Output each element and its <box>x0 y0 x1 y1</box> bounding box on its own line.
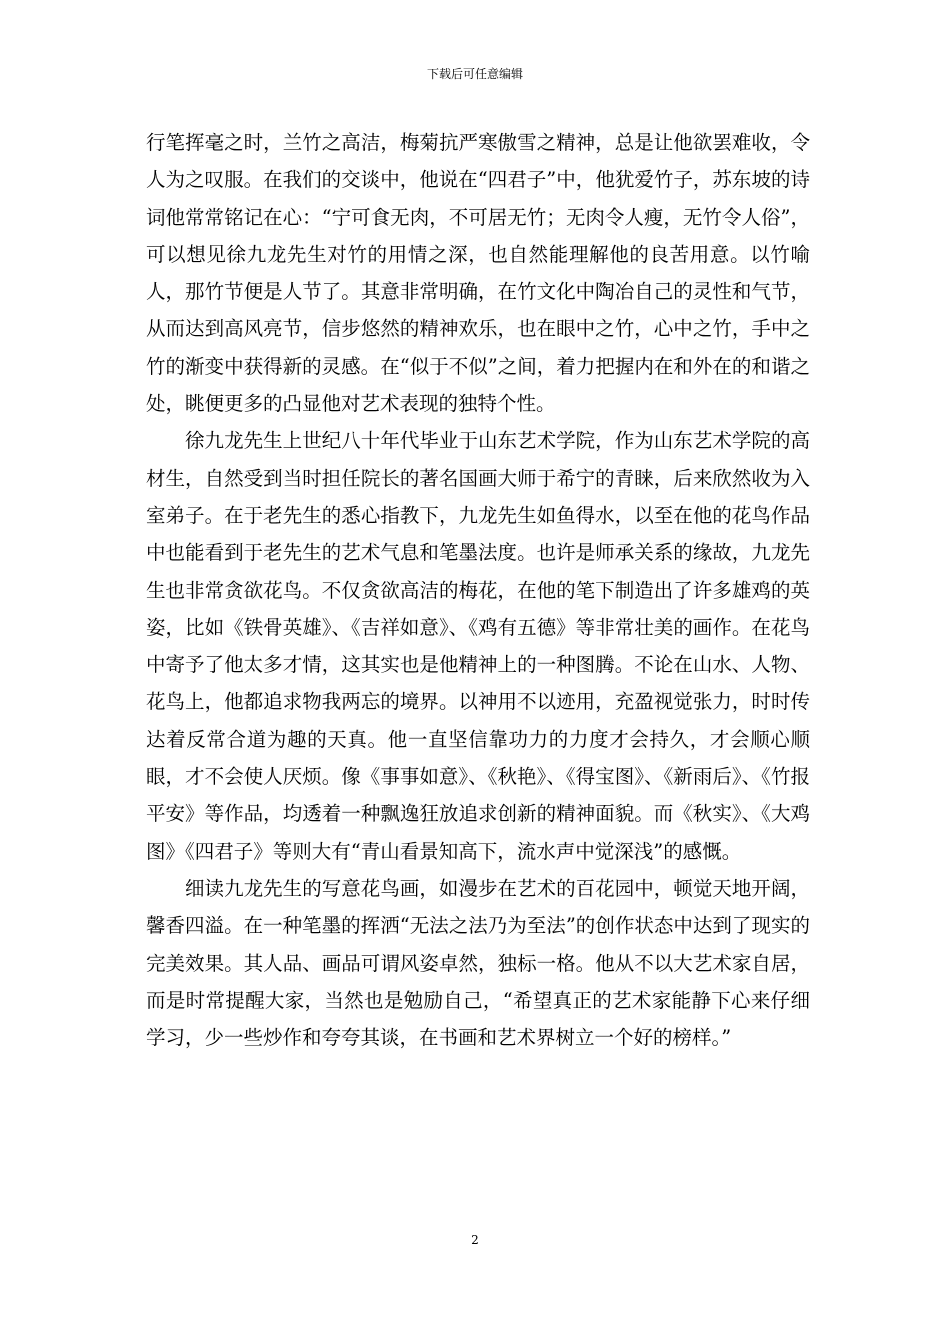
document-body <box>146 124 810 1056</box>
paragraph-1: 行笔挥毫之时，兰竹之高洁，梅菊抗严寒傲雪之精神，总是让他欲罢难收，令人为之叹服。在我们的交谈中，他说在“四君子”中，他犹爱竹子，苏东坡的诗词他常常铭记在心：“宁可食无肉，不可居无竹；无肉令人瘦，无竹令人俗”，可以想见徐九龙先生对竹的用情之深，也自然能理解他的良苦用意。以竹喻人，那竹节便是人节了。其意非常明确，在竹文化中陶冶自己的灵性和气节，从而达到高风亮节，信步悠然的精神欢乐，也在眼中之竹，心中之竹，手中之竹的渐变中获得新的灵感。在“似于不似”之间，着力把握内在和外在的和谐之处，眺便更多的凸显他对艺术表现的独特个性。 <box>146 131 810 416</box>
paragraph-2: 徐九龙先生上世纪八十年代毕业于山东艺术学院，作为山东艺术学院的高材生，自然受到当时担任院长的著名国画大师于希宁的青睐，后来欣然收为入室弟子。在于老先生的悉心指教下，九龙先生如鱼得水，以至在他的花鸟作品中也能看到于老先生的艺术气息和笔墨法度。也许是师承关系的缘故，九龙先生也非常贪欲花鸟。不仅贪欲高洁的梅花，在他的笔下制造出了许多雄鸡的英姿，比如《铁骨英雄》、《吉祥如意》、《鸡有五德》等非常壮美的画作。在花鸟中寄予了他太多才情，这其实也是他精神上的一种图腾。不论在山水、人物、花鸟上，他都追求物我两忘的境界。以神用不以迹用，充盈视觉张力，时时传达着反常合道为趣的天真。他一直坚信靠功力的力度才会持久，才会顺心顺眼，才不会使人厌烦。像《事事如意》、《秋艳》、《得宝图》、《新雨后》、《竹报平安》等作品，均透着一种飘逸狂放追求创新的精神面貌。而《秋实》、《大鸡图》《四君子》等则大有“青山看景知高下，流水声中觉深浅”的感慨。 <box>146 429 810 863</box>
paragraph-3: 细读九龙先生的写意花鸟画，如漫步在艺术的百花园中，顿觉天地开阔，馨香四溢。在一种笔墨的挥洒“无法之法乃为至法”的创作状态中达到了现实的完美效果。其人品、画品可谓风姿卓然，独标一格。他从不以大艺术家自居，而是时常提醒大家，当然也是勉励自己，“希望真正的艺术家能静下心来仔细学习，少一些炒作和夸夸其谈，在书画和艺术界树立一个好的榜样。” <box>146 876 810 1050</box>
page-number: 2 <box>471 1233 479 1247</box>
page-header: 下载后可任意编辑 <box>426 67 523 81</box>
